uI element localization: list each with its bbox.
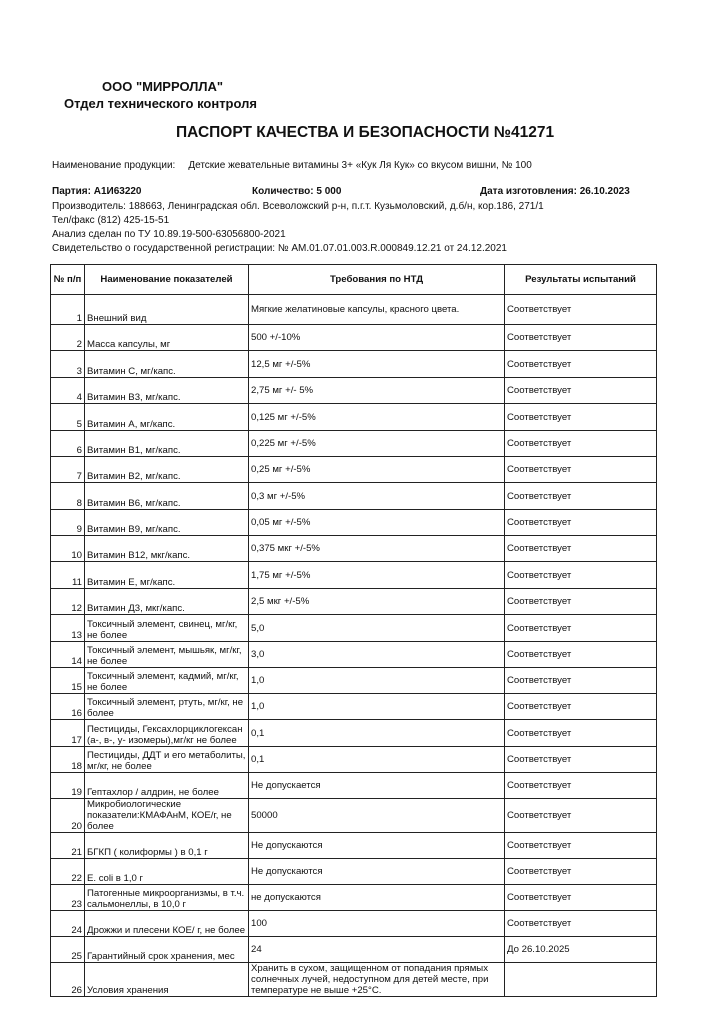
batch-value: А1И63220 bbox=[93, 186, 142, 197]
row-result: Соответствует bbox=[505, 378, 657, 404]
row-indicator-name: Гептахлор / алдрин, не более bbox=[85, 773, 249, 799]
department-name: Отдел технического контроля bbox=[64, 96, 257, 111]
row-number: 2 bbox=[51, 325, 85, 351]
table-row bbox=[51, 589, 657, 615]
row-result: Соответствует bbox=[505, 668, 657, 694]
row-indicator-name: БГКП ( колиформы ) в 0,1 г bbox=[85, 833, 249, 859]
row-result: До 26.10.2025 bbox=[505, 937, 657, 963]
row-number: 10 bbox=[51, 536, 85, 562]
phone-line: Тел/факс (812) 425-15-51 bbox=[52, 215, 170, 226]
batch-label: Партия: bbox=[52, 186, 91, 197]
table-row bbox=[51, 431, 657, 457]
table-row bbox=[51, 720, 657, 747]
row-number: 13 bbox=[51, 615, 85, 642]
table-row bbox=[51, 457, 657, 483]
certificate-line: Свидетельство о государственной регистрации: № AM.01.07.01.003.R.000849.12.21 от 24.12.2021 bbox=[52, 243, 507, 254]
row-indicator-name: Витамин В1, мг/капс. bbox=[85, 431, 249, 457]
row-number: 15 bbox=[51, 668, 85, 694]
table-row bbox=[51, 562, 657, 589]
manufacturer-line: Производитель: 188663, Ленинградская обл. Всеволожский р-н, п.г.т. Кузьмоловский, д.б/н, кор.186, 271/1 bbox=[52, 201, 544, 212]
row-result: Соответствует bbox=[505, 295, 657, 325]
row-requirement: 1,0 bbox=[249, 694, 505, 720]
row-indicator-name: Дрожжи и плесени КОЕ/ г, не более bbox=[85, 911, 249, 937]
row-result: Соответствует bbox=[505, 483, 657, 510]
row-number: 6 bbox=[51, 431, 85, 457]
row-result: Соответствует bbox=[505, 562, 657, 589]
row-result: Соответствует bbox=[505, 720, 657, 747]
document-title: ПАСПОРТ КАЧЕСТВА И БЕЗОПАСНОСТИ №41271 bbox=[176, 124, 555, 141]
header-requirements: Требования по НТД bbox=[249, 265, 505, 295]
row-number: 22 bbox=[51, 859, 85, 885]
analysis-line: Анализ сделан по ТУ 10.89.19-500-63056800-2021 bbox=[52, 229, 286, 240]
row-number: 14 bbox=[51, 642, 85, 668]
row-requirement: 12,5 мг +/-5% bbox=[249, 351, 505, 378]
row-indicator-name: Микробиологические показатели:КМАФАнМ, КОЕ/г, не более bbox=[85, 799, 249, 833]
row-indicator-name: Витамин В6, мг/капс. bbox=[85, 483, 249, 510]
product-label: Наименование продукции: bbox=[52, 160, 176, 171]
table-row bbox=[51, 642, 657, 668]
row-requirement: 50000 bbox=[249, 799, 505, 833]
row-number: 12 bbox=[51, 589, 85, 615]
row-number: 26 bbox=[51, 963, 85, 997]
row-requirement: Не допускается bbox=[249, 773, 505, 799]
row-number: 4 bbox=[51, 378, 85, 404]
row-result: Соответствует bbox=[505, 615, 657, 642]
row-number: 24 bbox=[51, 911, 85, 937]
row-number: 16 bbox=[51, 694, 85, 720]
row-number: 21 bbox=[51, 833, 85, 859]
row-indicator-name: Витамин А, мг/капс. bbox=[85, 404, 249, 431]
row-indicator-name: Патогенные микроорганизмы, в т.ч. сальмонеллы, в 10,0 г bbox=[85, 885, 249, 911]
table-row bbox=[51, 295, 657, 325]
row-indicator-name: Условия хранения bbox=[85, 963, 249, 997]
row-requirement: не допускаются bbox=[249, 885, 505, 911]
quantity-value: 5 000 bbox=[316, 186, 342, 197]
table-row bbox=[51, 615, 657, 642]
row-indicator-name: Витамин В12, мкг/капс. bbox=[85, 536, 249, 562]
row-indicator-name: E. coli в 1,0 г bbox=[85, 859, 249, 885]
table-row bbox=[51, 885, 657, 911]
row-number: 9 bbox=[51, 510, 85, 536]
table-row bbox=[51, 404, 657, 431]
row-requirement: 5,0 bbox=[249, 615, 505, 642]
row-indicator-name: Витамин Д3, мкг/капс. bbox=[85, 589, 249, 615]
row-indicator-name: Гарантийный срок хранения, мес bbox=[85, 937, 249, 963]
row-indicator-name: Витамин В3, мг/капс. bbox=[85, 378, 249, 404]
row-result: Соответствует bbox=[505, 457, 657, 483]
row-result: Соответствует bbox=[505, 694, 657, 720]
row-indicator-name: Пестициды, ДДТ и его метаболиты, мг/кг, не более bbox=[85, 747, 249, 773]
row-requirement: 0,25 мг +/-5% bbox=[249, 457, 505, 483]
row-requirement: 24 bbox=[249, 937, 505, 963]
row-indicator-name: Витамин С, мг/капс. bbox=[85, 351, 249, 378]
row-number: 1 bbox=[51, 295, 85, 325]
header-results: Результаты испытаний bbox=[505, 265, 657, 295]
quantity-field bbox=[252, 186, 341, 197]
table-row bbox=[51, 510, 657, 536]
table-row bbox=[51, 859, 657, 885]
row-requirement: Не допускаются bbox=[249, 833, 505, 859]
header-num: № п/п bbox=[51, 265, 85, 295]
table-header-row bbox=[51, 265, 657, 295]
table-row bbox=[51, 911, 657, 937]
row-result: Соответствует bbox=[505, 911, 657, 937]
product-value: Детские жевательные витамины 3+ «Кук Ля Кук» со вкусом вишни, № 100 bbox=[188, 160, 532, 171]
row-number: 19 bbox=[51, 773, 85, 799]
row-number: 20 bbox=[51, 799, 85, 833]
quality-table bbox=[50, 264, 657, 997]
row-requirement: 0,225 мг +/-5% bbox=[249, 431, 505, 457]
row-requirement: 0,375 мкг +/-5% bbox=[249, 536, 505, 562]
row-result: Соответствует bbox=[505, 351, 657, 378]
table-row bbox=[51, 799, 657, 833]
row-result: Соответствует bbox=[505, 747, 657, 773]
row-indicator-name: Пестициды, Гексахлорциклогексан (а-, в-, у- изомеры),мг/кг не более bbox=[85, 720, 249, 747]
row-result: Соответствует bbox=[505, 773, 657, 799]
row-result: Соответствует bbox=[505, 799, 657, 833]
production-date-label: Дата изготовления: bbox=[480, 186, 577, 197]
production-date-field bbox=[480, 186, 630, 197]
row-requirement: 0,125 мг +/-5% bbox=[249, 404, 505, 431]
row-indicator-name: Витамин Е, мг/капс. bbox=[85, 562, 249, 589]
table-row bbox=[51, 536, 657, 562]
row-result bbox=[505, 963, 657, 997]
row-indicator-name: Токсичный элемент, кадмий, мг/кг, не более bbox=[85, 668, 249, 694]
row-number: 3 bbox=[51, 351, 85, 378]
table-row bbox=[51, 668, 657, 694]
row-number: 7 bbox=[51, 457, 85, 483]
row-indicator-name: Масса капсулы, мг bbox=[85, 325, 249, 351]
row-requirement: Не допускаются bbox=[249, 859, 505, 885]
row-result: Соответствует bbox=[505, 885, 657, 911]
row-number: 23 bbox=[51, 885, 85, 911]
table-row bbox=[51, 351, 657, 378]
table-row bbox=[51, 747, 657, 773]
production-date-value: 26.10.2023 bbox=[579, 186, 630, 197]
quantity-label: Количество: bbox=[252, 186, 314, 197]
row-indicator-name: Витамин В2, мг/капс. bbox=[85, 457, 249, 483]
product-line bbox=[52, 160, 532, 171]
row-result: Соответствует bbox=[505, 536, 657, 562]
row-requirement: 0,05 мг +/-5% bbox=[249, 510, 505, 536]
row-requirement: 0,1 bbox=[249, 720, 505, 747]
row-result: Соответствует bbox=[505, 325, 657, 351]
row-number: 5 bbox=[51, 404, 85, 431]
row-indicator-name: Токсичный элемент, мышьяк, мг/кг, не более bbox=[85, 642, 249, 668]
row-number: 25 bbox=[51, 937, 85, 963]
row-requirement: 100 bbox=[249, 911, 505, 937]
row-number: 11 bbox=[51, 562, 85, 589]
row-result: Соответствует bbox=[505, 642, 657, 668]
table-row bbox=[51, 833, 657, 859]
batch-field bbox=[52, 186, 142, 197]
row-number: 18 bbox=[51, 747, 85, 773]
table-row bbox=[51, 378, 657, 404]
row-requirement: 0,1 bbox=[249, 747, 505, 773]
company-name: ООО "МИРРОЛЛА" bbox=[102, 79, 224, 94]
row-indicator-name: Токсичный элемент, ртуть, мг/кг, не более bbox=[85, 694, 249, 720]
row-number: 17 bbox=[51, 720, 85, 747]
row-indicator-name: Витамин В9, мг/капс. bbox=[85, 510, 249, 536]
row-requirement: 2,75 мг +/- 5% bbox=[249, 378, 505, 404]
row-requirement: 1,0 bbox=[249, 668, 505, 694]
row-indicator-name: Токсичный элемент, свинец, мг/кг, не более bbox=[85, 615, 249, 642]
row-requirement: Хранить в сухом, защищенном от попадания прямых солнечных лучей, недоступном для детей месте, при температуре не выше +25°С. bbox=[249, 963, 505, 997]
table-row bbox=[51, 773, 657, 799]
row-result: Соответствует bbox=[505, 431, 657, 457]
table-row bbox=[51, 694, 657, 720]
row-result: Соответствует bbox=[505, 510, 657, 536]
row-requirement: 2,5 мкг +/-5% bbox=[249, 589, 505, 615]
table-row bbox=[51, 325, 657, 351]
table-row bbox=[51, 483, 657, 510]
row-result: Соответствует bbox=[505, 589, 657, 615]
table-row bbox=[51, 963, 657, 997]
row-requirement: 3,0 bbox=[249, 642, 505, 668]
row-requirement: 500 +/-10% bbox=[249, 325, 505, 351]
row-indicator-name: Внешний вид bbox=[85, 295, 249, 325]
row-result: Соответствует bbox=[505, 833, 657, 859]
row-result: Соответствует bbox=[505, 859, 657, 885]
table-row bbox=[51, 937, 657, 963]
header-name: Наименование показателей bbox=[85, 265, 249, 295]
row-requirement: 0,3 мг +/-5% bbox=[249, 483, 505, 510]
row-requirement: Мягкие желатиновые капсулы, красного цвета. bbox=[249, 295, 505, 325]
row-result: Соответствует bbox=[505, 404, 657, 431]
row-requirement: 1,75 мг +/-5% bbox=[249, 562, 505, 589]
row-number: 8 bbox=[51, 483, 85, 510]
